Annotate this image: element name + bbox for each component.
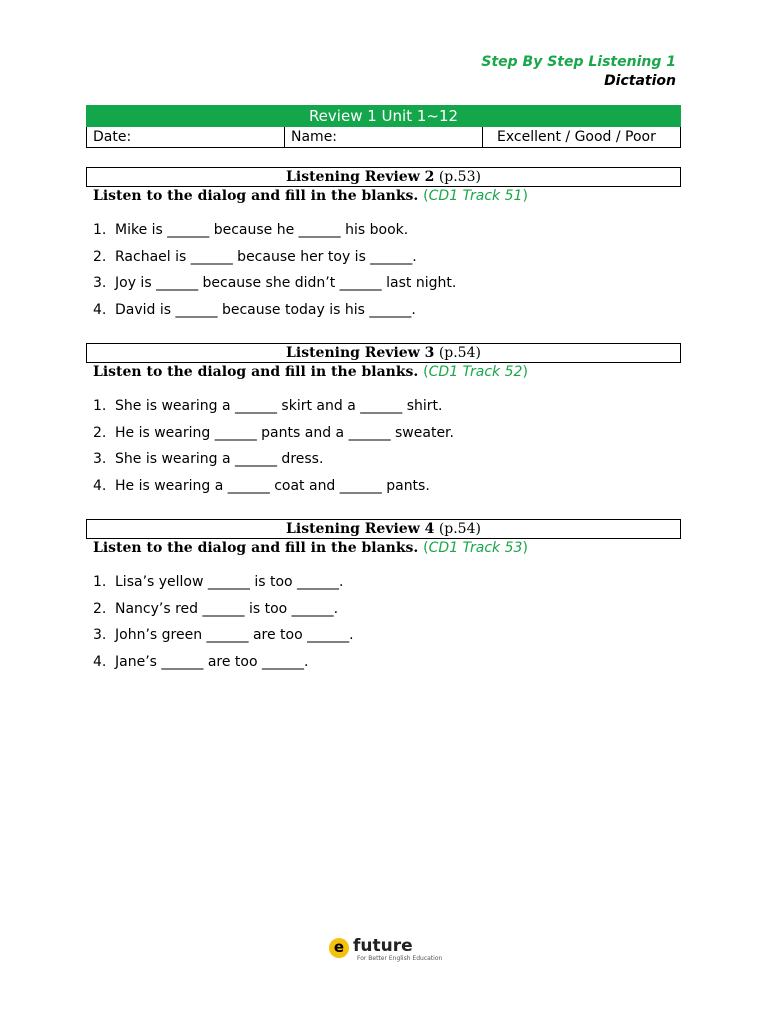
section-page: (p.53): [438, 169, 481, 185]
item-text: Joy is ______ because she didn’t ______ last night.: [115, 275, 457, 291]
section-instruction-line: Listen to the dialog and fill in the blanks. (CD1 Track 52): [93, 364, 528, 380]
list-item: [93, 248, 681, 275]
item-text: Rachael is ______ because her toy is ______.: [115, 248, 417, 265]
section-heading: Listening Review 3: [286, 345, 435, 361]
list-item: [93, 274, 681, 301]
section-instruction-line: Listen to the dialog and fill in the blanks. (CD1 Track 51): [93, 188, 528, 204]
rating-field: Excellent / Good / Poor: [483, 127, 681, 147]
section-heading-box: [86, 343, 681, 363]
section-heading: Listening Review 2: [286, 169, 435, 185]
item-list: [86, 397, 681, 503]
student-info-row: [86, 127, 681, 148]
item-number: 1.: [93, 574, 107, 590]
item-list: [86, 573, 681, 679]
list-item: [93, 626, 681, 653]
list-item: [93, 573, 681, 600]
item-text: He is wearing ______ pants and a ______ sweater.: [115, 424, 454, 441]
item-text: John’s green ______ are too ______.: [115, 627, 354, 643]
date-field: Date:: [86, 127, 285, 147]
item-number: 2.: [93, 248, 107, 265]
listening-review-section: [86, 343, 681, 503]
item-number: 4.: [93, 653, 107, 670]
section-instruction-line: Listen to the dialog and fill in the blanks. (CD1 Track 53): [93, 540, 528, 556]
list-item: [93, 477, 681, 504]
item-number: 1.: [93, 398, 107, 414]
item-text: Jane’s ______ are too ______.: [115, 653, 309, 670]
item-number: 3.: [93, 275, 107, 291]
item-number: 4.: [93, 477, 107, 494]
item-number: 2.: [93, 600, 107, 617]
item-number: 3.: [93, 451, 107, 467]
logo-tagline: For Better English Education: [357, 955, 443, 962]
item-text: She is wearing a ______ skirt and a ______ shirt.: [115, 398, 443, 414]
list-item: [93, 424, 681, 451]
list-item: [93, 450, 681, 477]
section-heading-box: [86, 519, 681, 539]
list-item: [93, 653, 681, 680]
section-instruction: Listen to the dialog and fill in the blanks.: [93, 540, 419, 556]
logo-text: future: [353, 936, 413, 956]
item-number: 1.: [93, 222, 107, 238]
worksheet-type: Dictation: [604, 73, 676, 89]
item-text: He is wearing a ______ coat and ______ pants.: [115, 477, 430, 494]
item-number: 4.: [93, 301, 107, 318]
item-number: 2.: [93, 424, 107, 441]
section-heading: Listening Review 4: [286, 521, 435, 537]
review-title-bar: Review 1 Unit 1~12: [86, 105, 681, 127]
name-field: Name:: [285, 127, 483, 147]
track-label: CD1 Track 53: [428, 540, 523, 556]
section-heading-box: [86, 167, 681, 187]
section-page: (p.54): [438, 521, 481, 537]
efuture-logo: [329, 936, 449, 966]
series-title: Step By Step Listening 1: [481, 54, 676, 70]
section-instruction: Listen to the dialog and fill in the blanks.: [93, 364, 419, 380]
item-number: 3.: [93, 627, 107, 643]
item-text: Lisa’s yellow ______ is too ______.: [115, 574, 344, 590]
listening-review-section: [86, 167, 681, 327]
list-item: [93, 600, 681, 627]
list-item: [93, 221, 681, 248]
listening-review-section: [86, 519, 681, 679]
list-item: [93, 301, 681, 328]
item-text: She is wearing a ______ dress.: [115, 451, 324, 467]
logo-e-icon: e: [329, 938, 349, 958]
section-page: (p.54): [438, 345, 481, 361]
track-label: CD1 Track 52: [428, 364, 523, 380]
item-text: Nancy’s red ______ is too ______.: [115, 600, 339, 617]
section-instruction: Listen to the dialog and fill in the blanks.: [93, 188, 419, 204]
item-text: Mike is ______ because he ______ his book.: [115, 222, 409, 238]
track-label: CD1 Track 51: [428, 188, 523, 204]
list-item: [93, 397, 681, 424]
item-text: David is ______ because today is his ______.: [115, 301, 416, 318]
item-list: [86, 221, 681, 327]
